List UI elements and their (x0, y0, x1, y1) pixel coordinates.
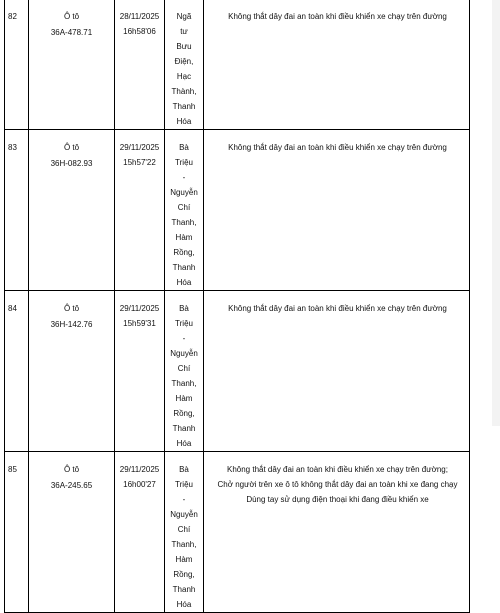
violation-time: 15h57'22 (123, 158, 156, 167)
vehicle-cell (29, 452, 115, 613)
violation-date: 29/11/2025 (119, 304, 160, 313)
location-text: Bà Triệu - Nguyễn Chí Thanh, Hàm Rồng, Thanh Hóa (170, 143, 198, 287)
violation-line: Không thắt dây đai an toàn khi điều khiển xe chạy trên đường; (227, 465, 448, 474)
license-plate: 36A-245.65 (50, 481, 93, 490)
timestamp-cell (115, 291, 165, 452)
violation-line: Không thắt dây đai an toàn khi điều khiển xe chạy trên đường (228, 143, 447, 152)
violation-cell (204, 0, 470, 130)
license-plate: 36H-082.93 (50, 159, 93, 168)
location-cell (165, 291, 204, 452)
row-number: 83 (5, 130, 29, 291)
license-plate: 36H-142.76 (50, 320, 93, 329)
violation-line: Chở người trên xe ô tô không thắt dây đai an toàn khi xe đang chạy (217, 480, 458, 489)
violation-line: Dùng tay sử dụng điện thoại khi đang điều khiển xe (246, 495, 429, 504)
table-row (5, 130, 470, 291)
location-cell (165, 130, 204, 291)
vehicle-cell (29, 130, 115, 291)
table-row (5, 0, 470, 130)
violation-line: Không thắt dây đai an toàn khi điều khiển xe chạy trên đường (228, 12, 447, 21)
violation-line: Không thắt dây đai an toàn khi điều khiển xe chạy trên đường (228, 304, 447, 313)
timestamp-cell (115, 130, 165, 291)
violation-time: 15h59'31 (123, 319, 156, 328)
violation-date: 28/11/2025 (119, 12, 160, 21)
violation-time: 16h00'27 (123, 480, 156, 489)
row-number: 82 (5, 0, 29, 130)
location-cell (165, 0, 204, 130)
location-text: Ngã tư Bưu Điện, Hạc Thành, Thanh Hóa (171, 12, 197, 126)
violation-date: 29/11/2025 (119, 465, 160, 474)
location-text: Bà Triệu - Nguyễn Chí Thanh, Hàm Rồng, Thanh Hóa (170, 465, 198, 609)
vehicle-type: Ô tô (63, 304, 80, 313)
vehicle-cell (29, 0, 115, 130)
row-number: 84 (5, 291, 29, 452)
violation-cell (204, 291, 470, 452)
row-number: 85 (5, 452, 29, 613)
violation-cell (204, 452, 470, 613)
violation-cell (204, 130, 470, 291)
timestamp-cell (115, 0, 165, 130)
location-cell (165, 452, 204, 613)
vehicle-cell (29, 291, 115, 452)
violation-time: 16h58'06 (123, 27, 156, 36)
location-text: Bà Triệu - Nguyễn Chí Thanh, Hàm Rồng, Thanh Hóa (170, 304, 198, 448)
license-plate: 36A-478.71 (50, 28, 93, 37)
vehicle-type: Ô tô (63, 143, 80, 152)
vehicle-type: Ô tô (63, 12, 80, 21)
timestamp-cell (115, 452, 165, 613)
vertical-scrollbar[interactable] (492, 0, 500, 426)
violation-date: 29/11/2025 (119, 143, 160, 152)
vehicle-type: Ô tô (63, 465, 80, 474)
table-row (5, 291, 470, 452)
table-row (5, 452, 470, 613)
violations-table (4, 0, 470, 613)
